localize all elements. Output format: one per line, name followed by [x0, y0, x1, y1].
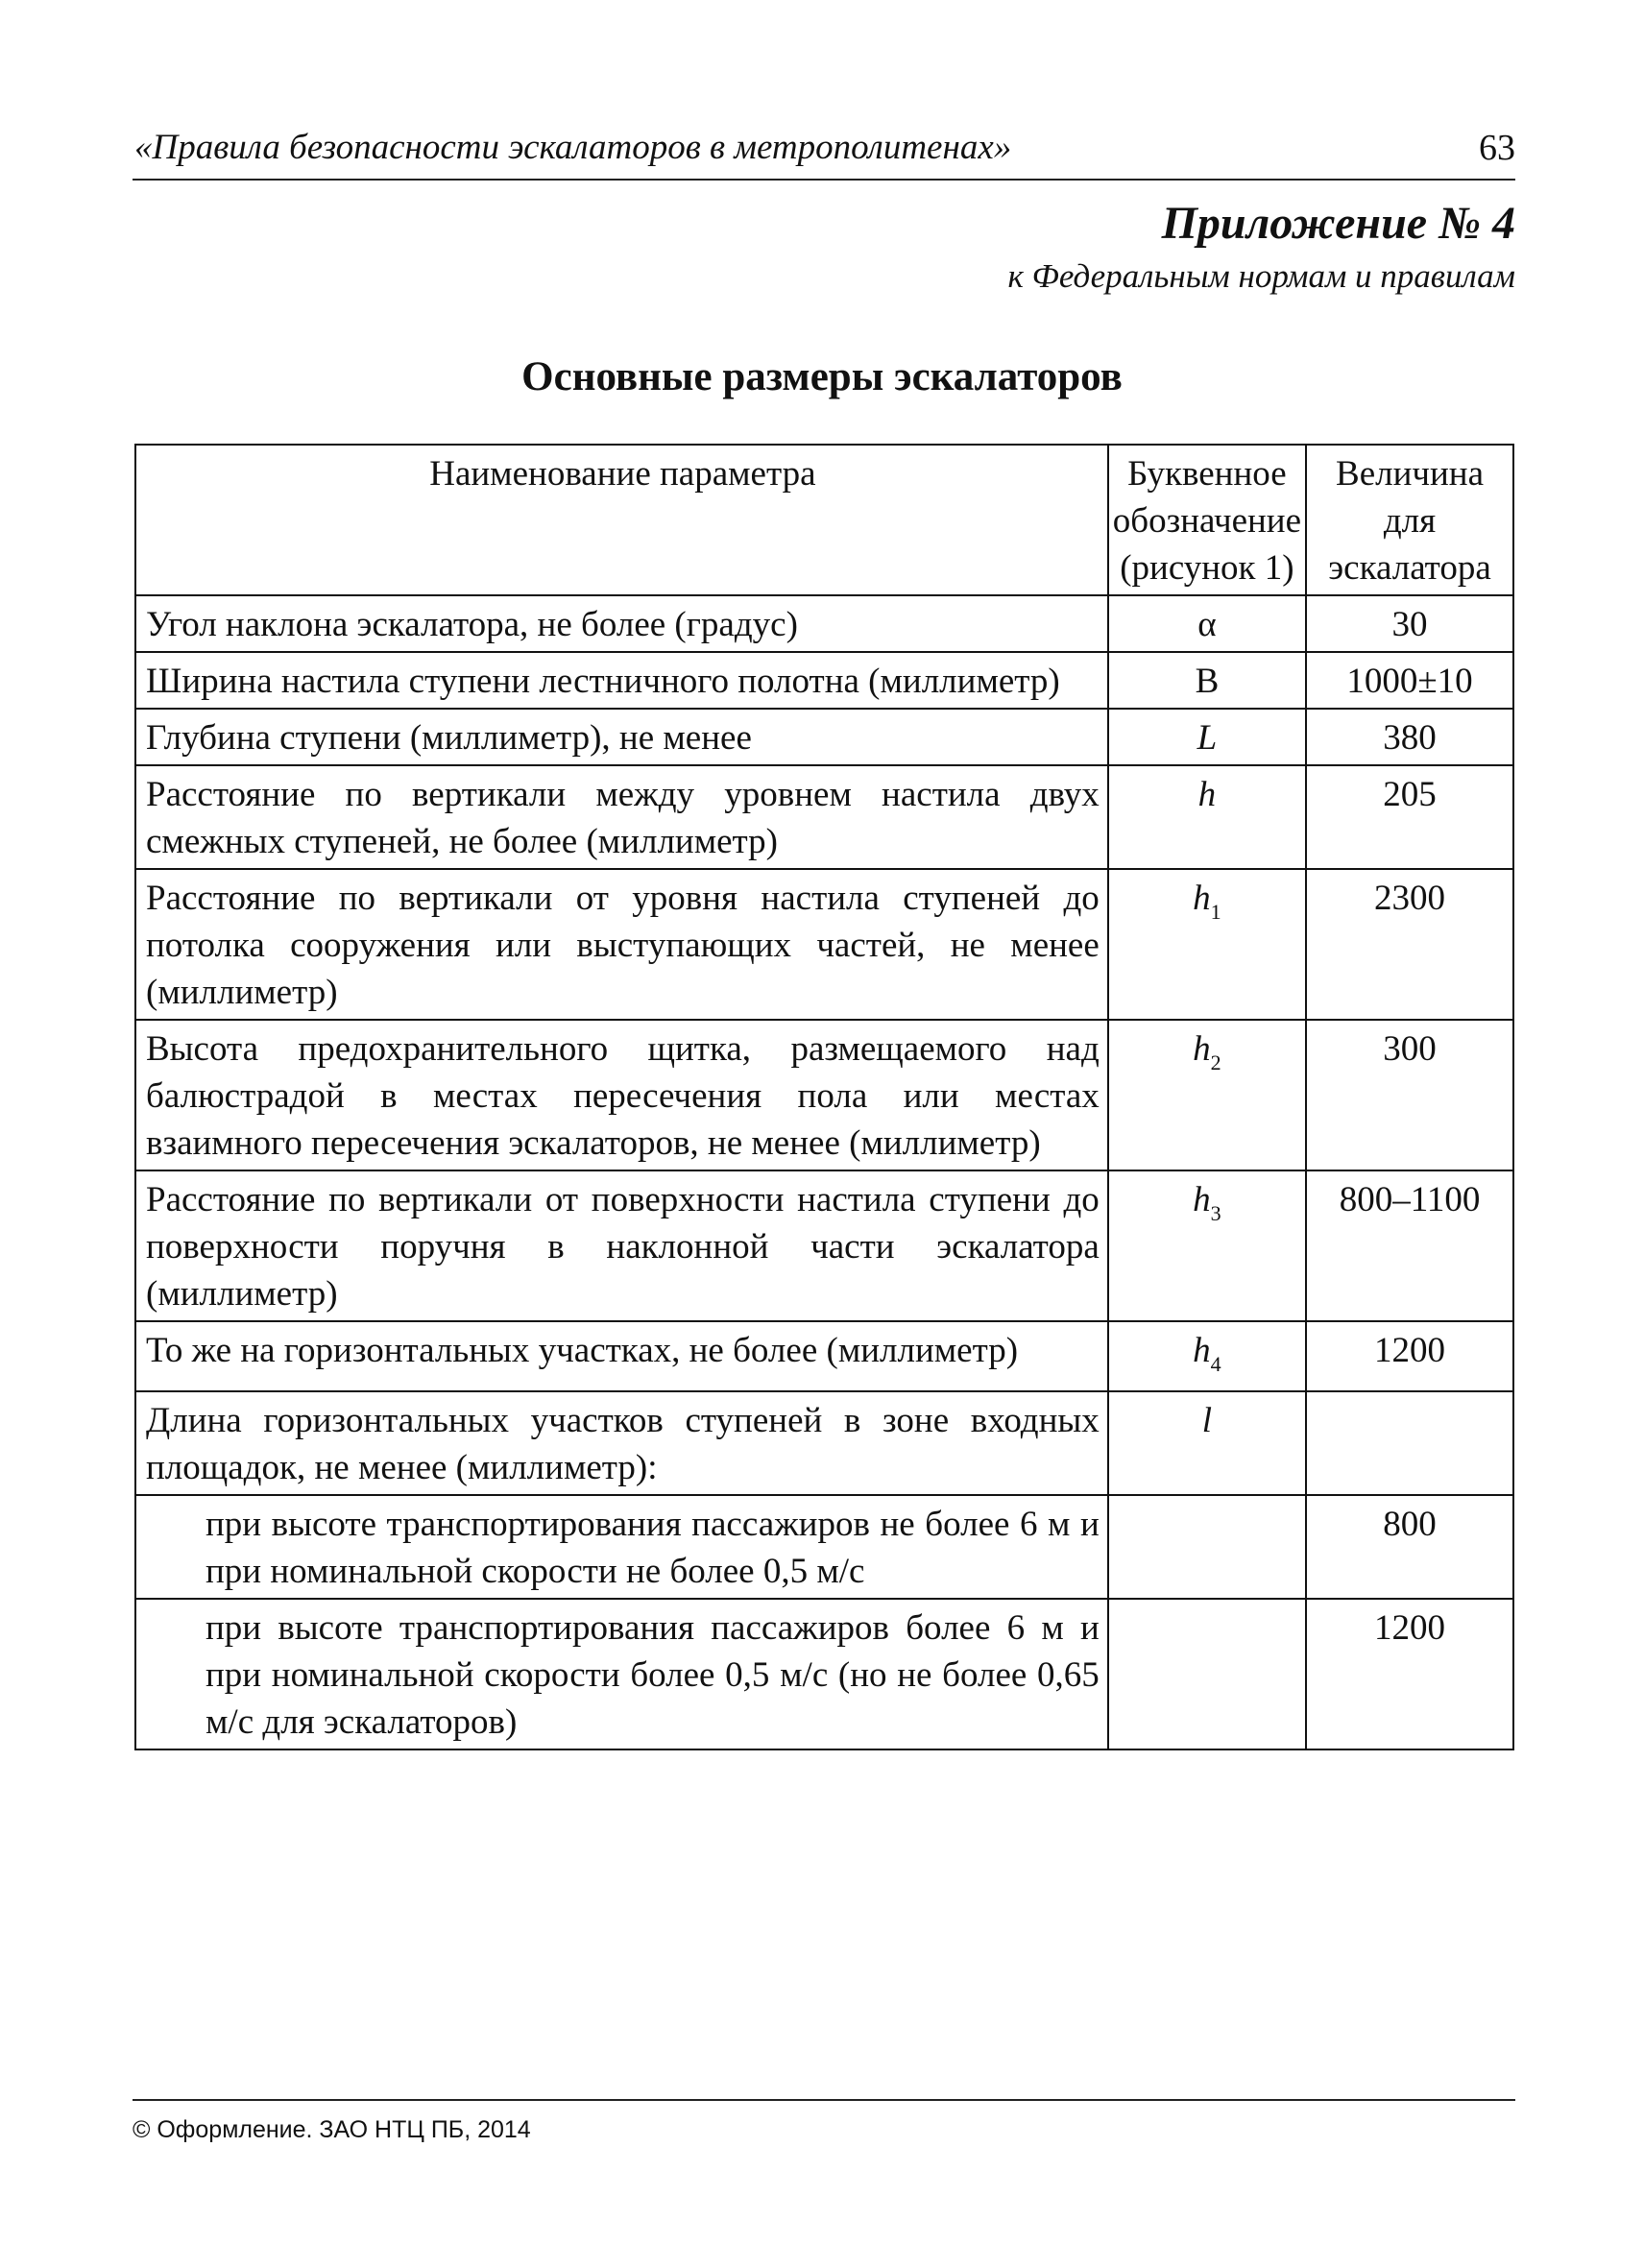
- param-name: Ширина настила ступени лестничного полотна (миллиметр): [135, 652, 1108, 709]
- param-value: 30: [1306, 595, 1513, 652]
- param-symbol: L: [1108, 709, 1306, 765]
- param-symbol: B: [1108, 652, 1306, 709]
- parameters-table: [134, 444, 1514, 1750]
- param-value: 1200: [1306, 1321, 1513, 1391]
- table-row: [135, 1599, 1513, 1749]
- table-row: [135, 869, 1513, 1020]
- header-name: Наименование параметра: [135, 445, 1108, 595]
- param-symbol: $h_2$: [1108, 1020, 1306, 1170]
- param-name: Расстояние по вертикали между уровнем настила двух смежных ступеней, не более (миллиметр): [135, 765, 1108, 869]
- symbol-subscript: 4: [1210, 1352, 1221, 1376]
- table-title: Основные размеры эскалаторов: [521, 354, 1123, 399]
- param-value: 1000±10: [1306, 652, 1513, 709]
- param-value: 300: [1306, 1020, 1513, 1170]
- param-name: при высоте транспортирования пассажиров более 6 м и при номинальной скорости более 0,5 м/с (но не более 0,65 м/с для эскалаторов): [135, 1599, 1108, 1749]
- document-title: «Правила безопасности эскалаторов в метрополитенах»: [134, 128, 1012, 167]
- param-symbol: [1108, 1599, 1306, 1749]
- page-number: 63: [1479, 128, 1515, 168]
- param-value: [1306, 1391, 1513, 1495]
- appendix-block: [1008, 197, 1515, 296]
- param-value: 800: [1306, 1495, 1513, 1599]
- table-header-row: [135, 445, 1513, 595]
- param-value: 800–1100: [1306, 1170, 1513, 1321]
- header-symbol: Буквенное обозначение (рисунок 1): [1108, 445, 1306, 595]
- table-row: [135, 652, 1513, 709]
- table-row: [135, 765, 1513, 869]
- param-name: при высоте транспортирования пассажиров не более 6 м и при номинальной скорости не более 0,5 м/с: [135, 1495, 1108, 1599]
- table-row: [135, 709, 1513, 765]
- param-value: 380: [1306, 709, 1513, 765]
- running-header: [133, 123, 1515, 181]
- param-symbol: h: [1108, 765, 1306, 869]
- table-row: [135, 595, 1513, 652]
- param-name: Расстояние по вертикали от уровня настила ступеней до потолка сооружения или выступающих частей, не менее (миллиметр): [135, 869, 1108, 1020]
- param-name: Длина горизонтальных участков ступеней в зоне входных площадок, не менее (миллиметр):: [135, 1391, 1108, 1495]
- table-row: [135, 1020, 1513, 1170]
- param-symbol: $h_3$: [1108, 1170, 1306, 1321]
- param-name: Высота предохранительного щитка, размещаемого над балюстрадой в местах пересечения пола или местах взаимного пересечения эскалаторов, не менее (миллиметр): [135, 1020, 1108, 1170]
- appendix-title: Приложение № 4: [1161, 198, 1515, 249]
- symbol-subscript: 1: [1210, 900, 1221, 924]
- param-name: Расстояние по вертикали от поверхности настила ступени до поверхности поручня в наклонной части эскалатора (миллиметр): [135, 1170, 1108, 1321]
- param-name: Угол наклона эскалатора, не более (градус): [135, 595, 1108, 652]
- symbol-subscript: 2: [1210, 1050, 1221, 1074]
- param-value: 1200: [1306, 1599, 1513, 1749]
- table-row: [135, 1170, 1513, 1321]
- param-name: То же на горизонтальных участках, не более (миллиметр): [135, 1321, 1108, 1391]
- symbol-subscript: 3: [1210, 1201, 1221, 1225]
- footer-divider: [133, 2099, 1515, 2101]
- table-row: [135, 1321, 1513, 1391]
- param-symbol: $h_4$: [1108, 1321, 1306, 1391]
- appendix-subtitle: к Федеральным нормам и правилам: [1007, 257, 1515, 295]
- param-symbol: α: [1108, 595, 1306, 652]
- param-value: 2300: [1306, 869, 1513, 1020]
- table-row: [135, 1495, 1513, 1599]
- param-name: Глубина ступени (миллиметр), не менее: [135, 709, 1108, 765]
- param-symbol: $h_1$: [1108, 869, 1306, 1020]
- footer-copyright: © Оформление. ЗАО НТЦ ПБ, 2014: [133, 2116, 531, 2143]
- header-value: Величина для эскалатора: [1306, 445, 1513, 595]
- table-row: [135, 1391, 1513, 1495]
- param-value: 205: [1306, 765, 1513, 869]
- param-symbol: [1108, 1495, 1306, 1599]
- param-symbol: l: [1108, 1391, 1306, 1495]
